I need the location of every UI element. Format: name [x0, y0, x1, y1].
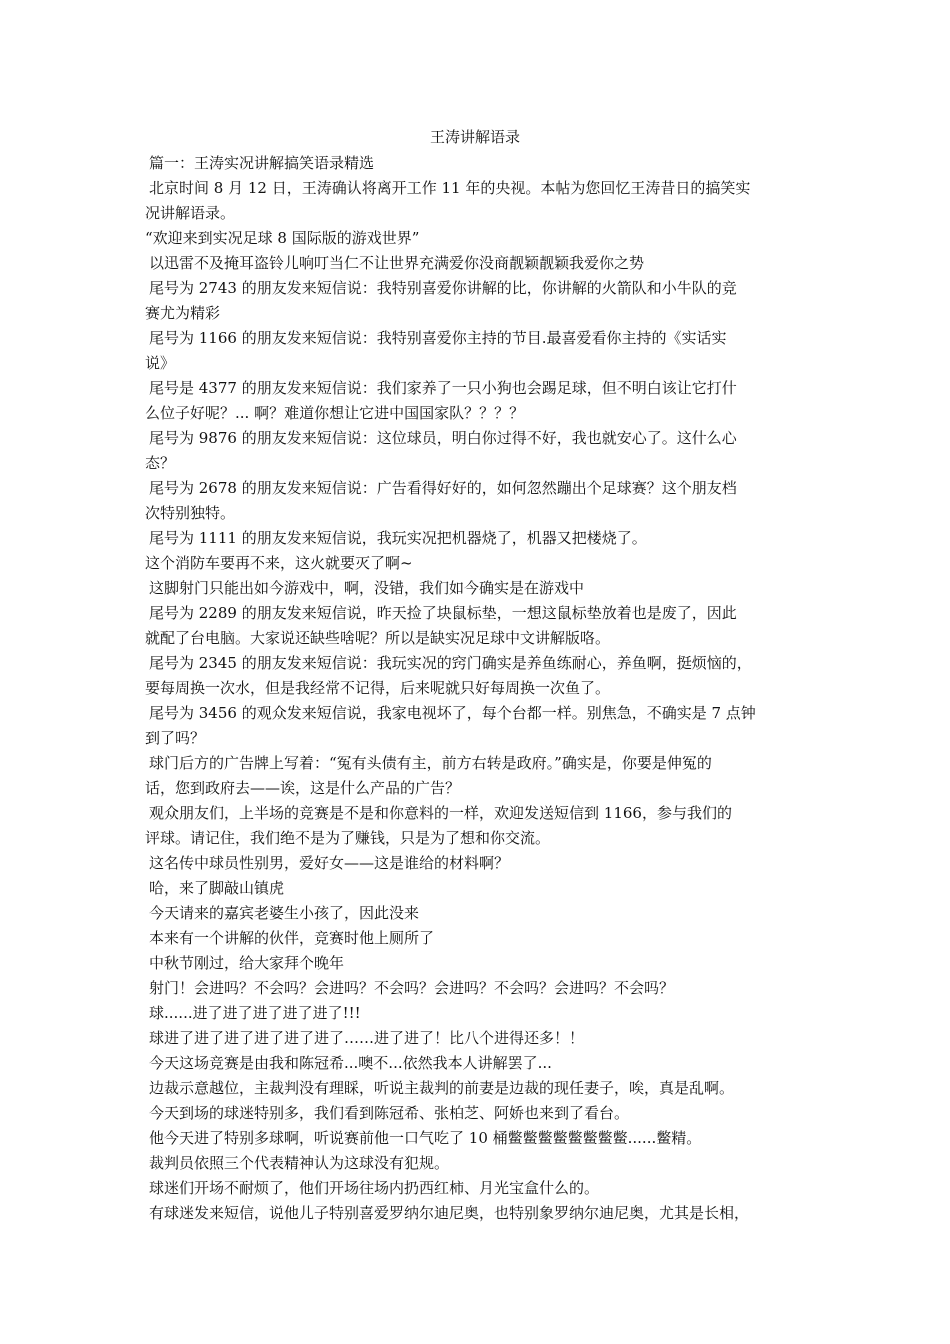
text-line: 他今天进了特别多球啊，听说赛前他一口气吃了 10 桶鳖鳖鳖鳖鳖鳖鳖鳖......鳖精。: [149, 1129, 702, 1147]
text-line: 北京时间 8 月 12 日，王涛确认将离开工作 11 年的央视。本帖为您回忆王涛昔日的搞笑实: [149, 179, 751, 197]
text-line: 边裁示意越位，主裁判没有理睬，听说主裁判的前妻是边裁的现任妻子，唉，真是乱啊。: [149, 1079, 735, 1097]
text-line: 今天这场竞赛是由我和陈冠希...噢不...依然我本人讲解罢了...: [149, 1054, 552, 1072]
text-line: 球......进了进了进了进了进了!!!: [149, 1004, 361, 1022]
text-line: 尾号是 4377 的朋友发来短信说：我们家养了一只小狗也会踢足球，但不明白该让它打什: [149, 379, 737, 397]
text-line: 尾号为 9876 的朋友发来短信说：这位球员，明白你过得不好，我也就安心了。这什么心: [149, 429, 737, 447]
text-line: 到了吗？: [145, 729, 206, 747]
text-line: 尾号为 2678 的朋友发来短信说：广告看得好好的，如何忽然蹦出个足球赛？这个朋友档: [149, 479, 737, 497]
text-line: 观众朋友们，上半场的竞赛是不是和你意料的一样，欢迎发送短信到 1166，参与我们的: [149, 804, 732, 822]
text-line: 么位子好呢？... 啊？难道你想让它进中国国家队？？？？: [145, 404, 525, 422]
text-line: 今天请来的嘉宾老婆生小孩了，因此没来: [149, 904, 420, 922]
text-line: 尾号为 2345 的朋友发来短信说：我玩实况的窍门确实是养鱼练耐心，养鱼啊，挺烦恼的，: [149, 654, 752, 672]
text-line: 有球迷发来短信，说他儿子特别喜爱罗纳尔迪尼奥，也特别象罗纳尔迪尼奥，尤其是长相，: [149, 1204, 750, 1222]
text-line: 中秋节刚过，给大家拜个晚年: [149, 954, 345, 972]
text-line: 射门！会进吗？不会吗？会进吗？不会吗？会进吗？不会吗？会进吗？不会吗？: [149, 979, 675, 997]
text-line: 要每周换一次水，但是我经常不记得，后来呢就只好每周换一次鱼了。: [145, 679, 611, 697]
text-line: 尾号为 2743 的朋友发来短信说：我特别喜爱你讲解的比，你讲解的火箭队和小牛队的竞: [149, 279, 737, 297]
text-line: 尾号为 2289 的朋友发来短信说，昨天捡了块鼠标垫，一想这鼠标垫放着也是废了，因此: [149, 604, 737, 622]
text-line: 态？: [145, 454, 176, 472]
text-line: 篇一：王涛实况讲解搞笑语录精选: [149, 154, 375, 172]
text-line: 况讲解语录。: [145, 204, 236, 222]
text-line: 裁判员依照三个代表精神认为这球没有犯规。: [149, 1154, 450, 1172]
text-line: 以迅雷不及掩耳盗铃儿响叮当仁不让世界充满爱你没商靓颖靓颖我爱你之势: [149, 254, 645, 272]
text-line: 这脚射门只能出如今游戏中，啊，没错，我们如今确实是在游戏中: [149, 579, 585, 597]
text-line: 球迷们开场不耐烦了，他们开场往场内扔西红柿、月光宝盒什么的。: [149, 1179, 600, 1197]
document-body: [145, 151, 825, 1226]
text-line: 话，您到政府去——诶，这是什么产品的广告？: [145, 779, 461, 797]
text-line: 这个消防车要再不来，这火就要灭了啊~: [145, 554, 413, 572]
text-line: 赛尤为精彩: [145, 304, 221, 322]
text-line: 哈，来了脚敲山镇虎: [149, 879, 285, 897]
text-line: 今天到场的球迷特别多，我们看到陈冠希、张柏芝、阿娇也来到了看台。: [149, 1104, 630, 1122]
text-line: 尾号为 1111 的朋友发来短信说，我玩实况把机器烧了，机器又把楼烧了。: [149, 529, 647, 547]
text-line: 次特别独特。: [145, 504, 236, 522]
document-title: 王涛讲解语录: [429, 128, 520, 146]
text-line: 本来有一个讲解的伙伴，竞赛时他上厕所了: [149, 929, 435, 947]
text-line: 球进了进了进了进了进了进了……进了进了！比八个进得还多！！: [149, 1029, 585, 1047]
text-line: 球门后方的广告牌上写着：“冤有头债有主，前方右转是政府。”确实是，你要是伸冤的: [149, 754, 712, 772]
text-line: “欢迎来到实况足球 8 国际版的游戏世界”: [145, 229, 420, 247]
text-line: 评球。请记住，我们绝不是为了赚钱，只是为了想和你交流。: [145, 829, 551, 847]
text-line: 这名传中球员性别男，爱好女——这是谁给的材料啊？: [149, 854, 510, 872]
text-line: 尾号为 3456 的观众发来短信说，我家电视坏了，每个台都一样。别焦急，不确实是 7 点钟: [149, 704, 756, 722]
text-line: 就配了台电脑。大家说还缺些啥呢？所以是缺实况足球中文讲解版咯。: [145, 629, 611, 647]
text-line: 尾号为 1166 的朋友发来短信说：我特别喜爱你主持的节目.最喜爱看你主持的《实话实: [149, 329, 727, 347]
text-line: 说》: [145, 354, 176, 372]
